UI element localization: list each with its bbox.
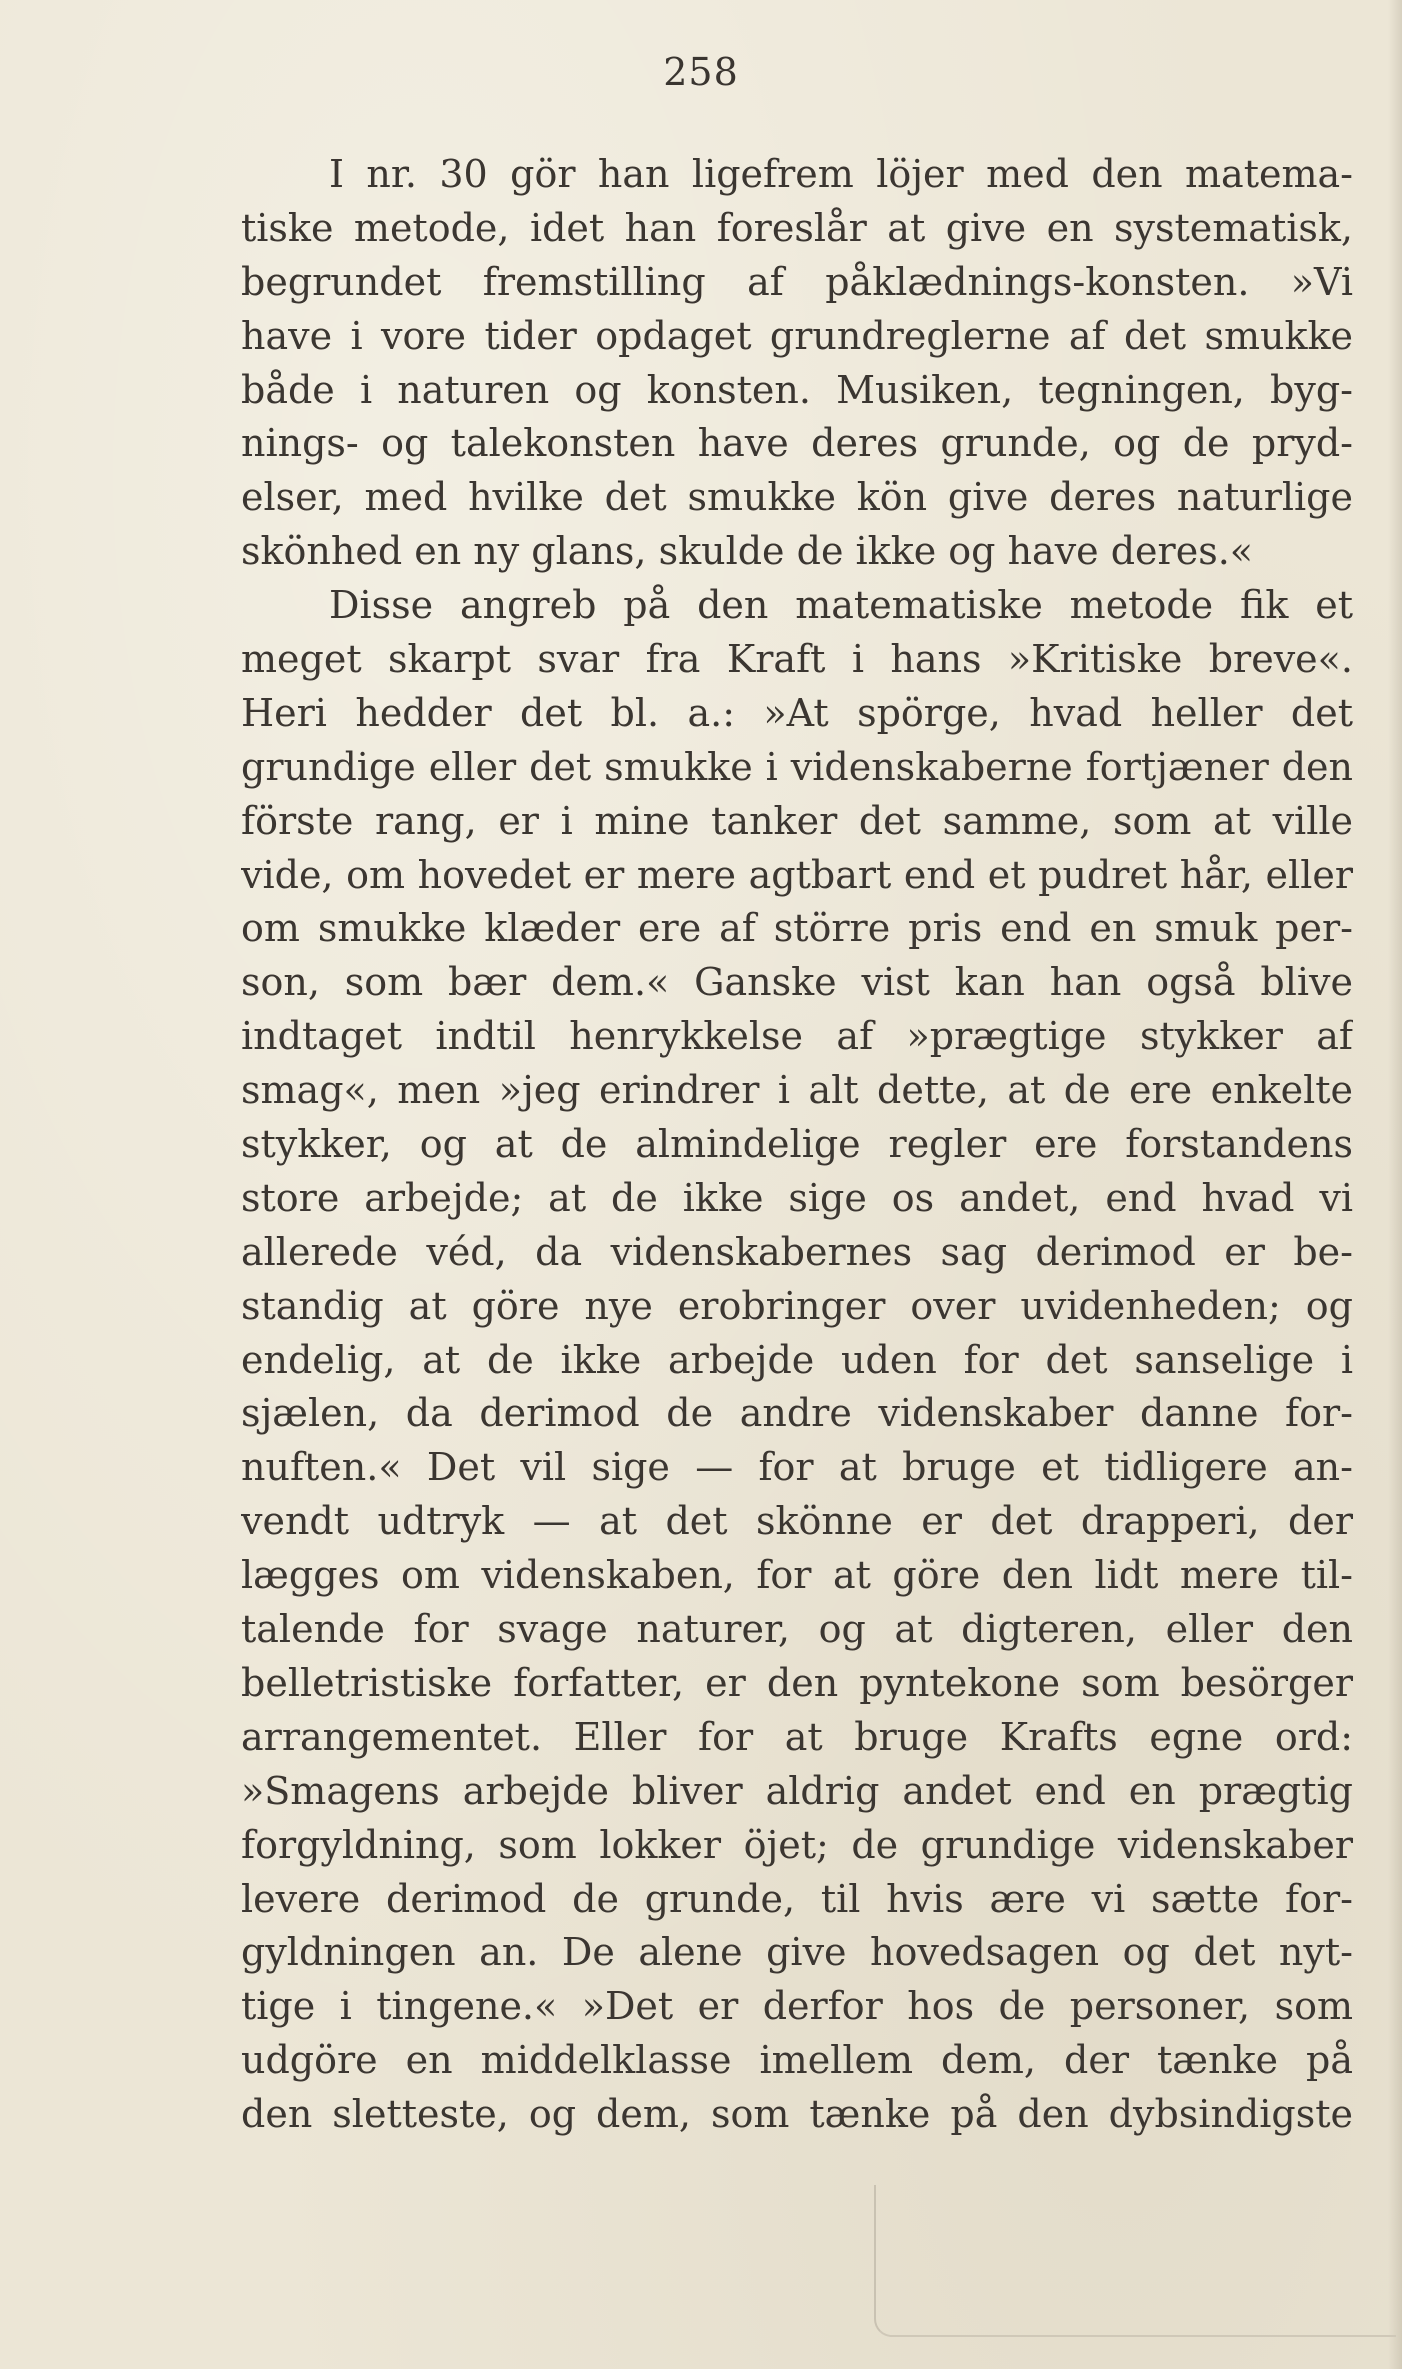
text-line: förste rang, er i mine tanker det samme, som at ville [241,798,1353,843]
page-number: 258 [663,50,739,94]
text-line: om smukke klæder ere af större pris end en smuk per- [241,906,1353,951]
page-edge-shadow [1388,0,1402,2369]
text-line: udgöre en middelklasse imellem dem, der tænke på [241,2038,1353,2083]
text-line: elser, med hvilke det smukke kön give deres naturlige [241,475,1353,520]
text-line: allerede véd, da videnskabernes sag derimod er be- [241,1229,1353,1274]
text-line: meget skarpt svar fra Kraft i hans »Kritiske breve«. [241,637,1353,682]
text-line: tiske metode, idet han foreslår at give en systematisk, [241,205,1353,250]
text-line: Disse angreb på den matematiske metode fik et [329,583,1353,628]
text-line: indtaget indtil henrykkelse af »prægtige stykker af [241,1014,1353,1059]
text-line: skönhed en ny glans, skulde de ikke og have deres.« [241,529,1254,574]
text-line: grundige eller det smukke i videnskaberne fortjæner den [241,744,1353,789]
text-line: stykker, og at de almindelige regler ere forstandens [241,1122,1353,1167]
text-line: både i naturen og konsten. Musiken, tegningen, byg- [241,367,1353,412]
paper-clip-mark [874,2185,1396,2337]
text-line: Heri hedder det bl. a.: »At spörge, hvad heller det [241,690,1353,735]
text-line: smag«, men »jeg erindrer i alt dette, at de ere enkelte [241,1068,1353,1113]
text-line: store arbejde; at de ikke sige os andet, end hvad vi [241,1175,1353,1220]
text-line: »Smagens arbejde bliver aldrig andet end en prægtig [241,1768,1353,1813]
text-line: begrundet fremstilling af påklædnings-konsten. »Vi [241,259,1353,304]
text-line: lægges om videnskaben, for at göre den lidt mere til- [241,1553,1353,1598]
text-line: den sletteste, og dem, som tænke på den dybsindigste [241,2092,1353,2137]
text-line: I nr. 30 gör han ligefrem löjer med den matema- [329,152,1353,196]
text-line: nuften.« Det vil sige — for at bruge et tidligere an- [241,1445,1353,1490]
text-line: belletristiske forfatter, er den pyntekone som besörger [241,1660,1353,1705]
text-line: forgyldning, som lokker öjet; de grundige videnskaber [241,1822,1353,1867]
text-line: sjælen, da derimod de andre videnskaber danne for- [241,1391,1353,1436]
text-line: standig at göre nye erobringer over uvidenheden; og [241,1283,1353,1328]
text-line: gyldningen an. De alene give hovedsagen og det nyt- [241,1930,1353,1975]
text-line: endelig, at de ikke arbejde uden for det sanselige i [241,1337,1353,1382]
text-line: talende for svage naturer, og at digteren, eller den [241,1607,1353,1652]
text-line: son, som bær dem.« Ganske vist kan han også blive [241,960,1353,1005]
text-line: vide, om hovedet er mere agtbart end et pudret hår, eller [241,852,1353,897]
text-line: vendt udtryk — at det skönne er det drapperi, der [241,1499,1353,1544]
text-line: have i vore tider opdaget grundreglerne af det smukke [241,313,1353,358]
text-line: tige i tingene.« »Det er derfor hos de personer, som [241,1984,1353,2029]
text-line: arrangementet. Eller for at bruge Krafts egne ord: [241,1714,1353,1759]
text-line: levere derimod de grunde, til hvis ære vi sætte for- [241,1876,1353,1921]
body-text [241,148,1353,2142]
text-line: nings- og talekonsten have deres grunde, og de pryd- [241,421,1353,466]
